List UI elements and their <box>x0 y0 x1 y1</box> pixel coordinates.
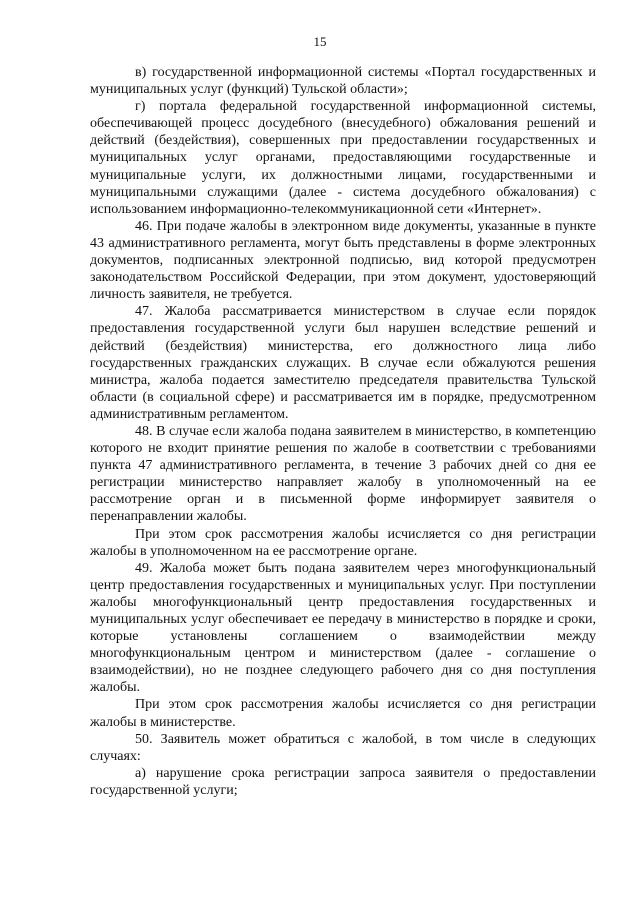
paragraph-50-item-a: а) нарушение срока регистрации запроса заявителя о предоставлении государственной услуги; <box>90 765 596 798</box>
paragraph-49: 49. Жалоба может быть подана заявителем через многофункциональный центр предоставления государственных и муниципальных услуг. При поступлении жалобы многофункциональный центр предоставления государственных и муниципальных услуг обеспечивает ее передачу в министерство в порядке и сроки, которые установлены соглашением о взаимодействии между многофункциональным центром и министерством (далее - соглашение о взаимодействии), но не позднее следующего рабочего дня со дня поступления жалобы. <box>90 560 596 696</box>
paragraph-46: 46. При подаче жалобы в электронном виде документы, указанные в пункте 43 административного регламента, могут быть представлены в форме электронных документов, подписанных электронной подписью, вид которой предусмотрен законодательством Российской Федерации, при этом документ, удостоверяющий личность заявителя, не требуется. <box>90 218 596 303</box>
paragraph-49-continuation: При этом срок рассмотрения жалобы исчисляется со дня регистрации жалобы в министерстве. <box>90 697 596 730</box>
paragraph-50: 50. Заявитель может обратиться с жалобой, в том числе в следующих случаях: <box>90 731 596 764</box>
paragraph-48: 48. В случае если жалоба подана заявителем в министерство, в компетенцию которого не входит принятие решения по жалобе в соответствии с требованиями пункта 47 административного регламента, в течение 3 рабочих дней со дня ее регистрации министерство направляет жалобу в уполномоченный на ее рассмотрение орган и в письменной форме информирует заявителя о перенаправлении жалобы. <box>90 423 596 525</box>
paragraph-item-v: в) государственной информационной системы «Портал государственных и муниципальных услуг (функций) Тульской области»; <box>90 65 596 98</box>
page-number: 15 <box>313 34 327 49</box>
paragraph-47: 47. Жалоба рассматривается министерством в случае если порядок предоставления государственной услуги был нарушен вследствие решений и действий (бездействия) министерства, его должностного лица либо государственных гражданских служащих. В случае если обжалуются решения министра, жалоба подается заместителю председателя правительства Тульской области (в социальной сфере) и рассматривается им в порядке, предусмотренном административным регламентом. <box>90 304 596 422</box>
document-body <box>90 64 596 799</box>
paragraph-48-continuation: При этом срок рассмотрения жалобы исчисляется со дня регистрации жалобы в уполномоченном на ее рассмотрение органе. <box>90 526 596 559</box>
paragraph-item-g: г) портала федеральной государственной информационной системы, обеспечивающей процесс досудебного (внесудебного) обжалования решений и действий (бездействия), совершенных при предоставлении государственных и муниципальных услуг органами, предоставляющими государственные и муниципальные услуги, их должностными лицами, государственными и муниципальными служащими (далее - система досудебного обжалования) с использованием информационно-телекоммуникационной сети «Интернет». <box>90 99 596 217</box>
